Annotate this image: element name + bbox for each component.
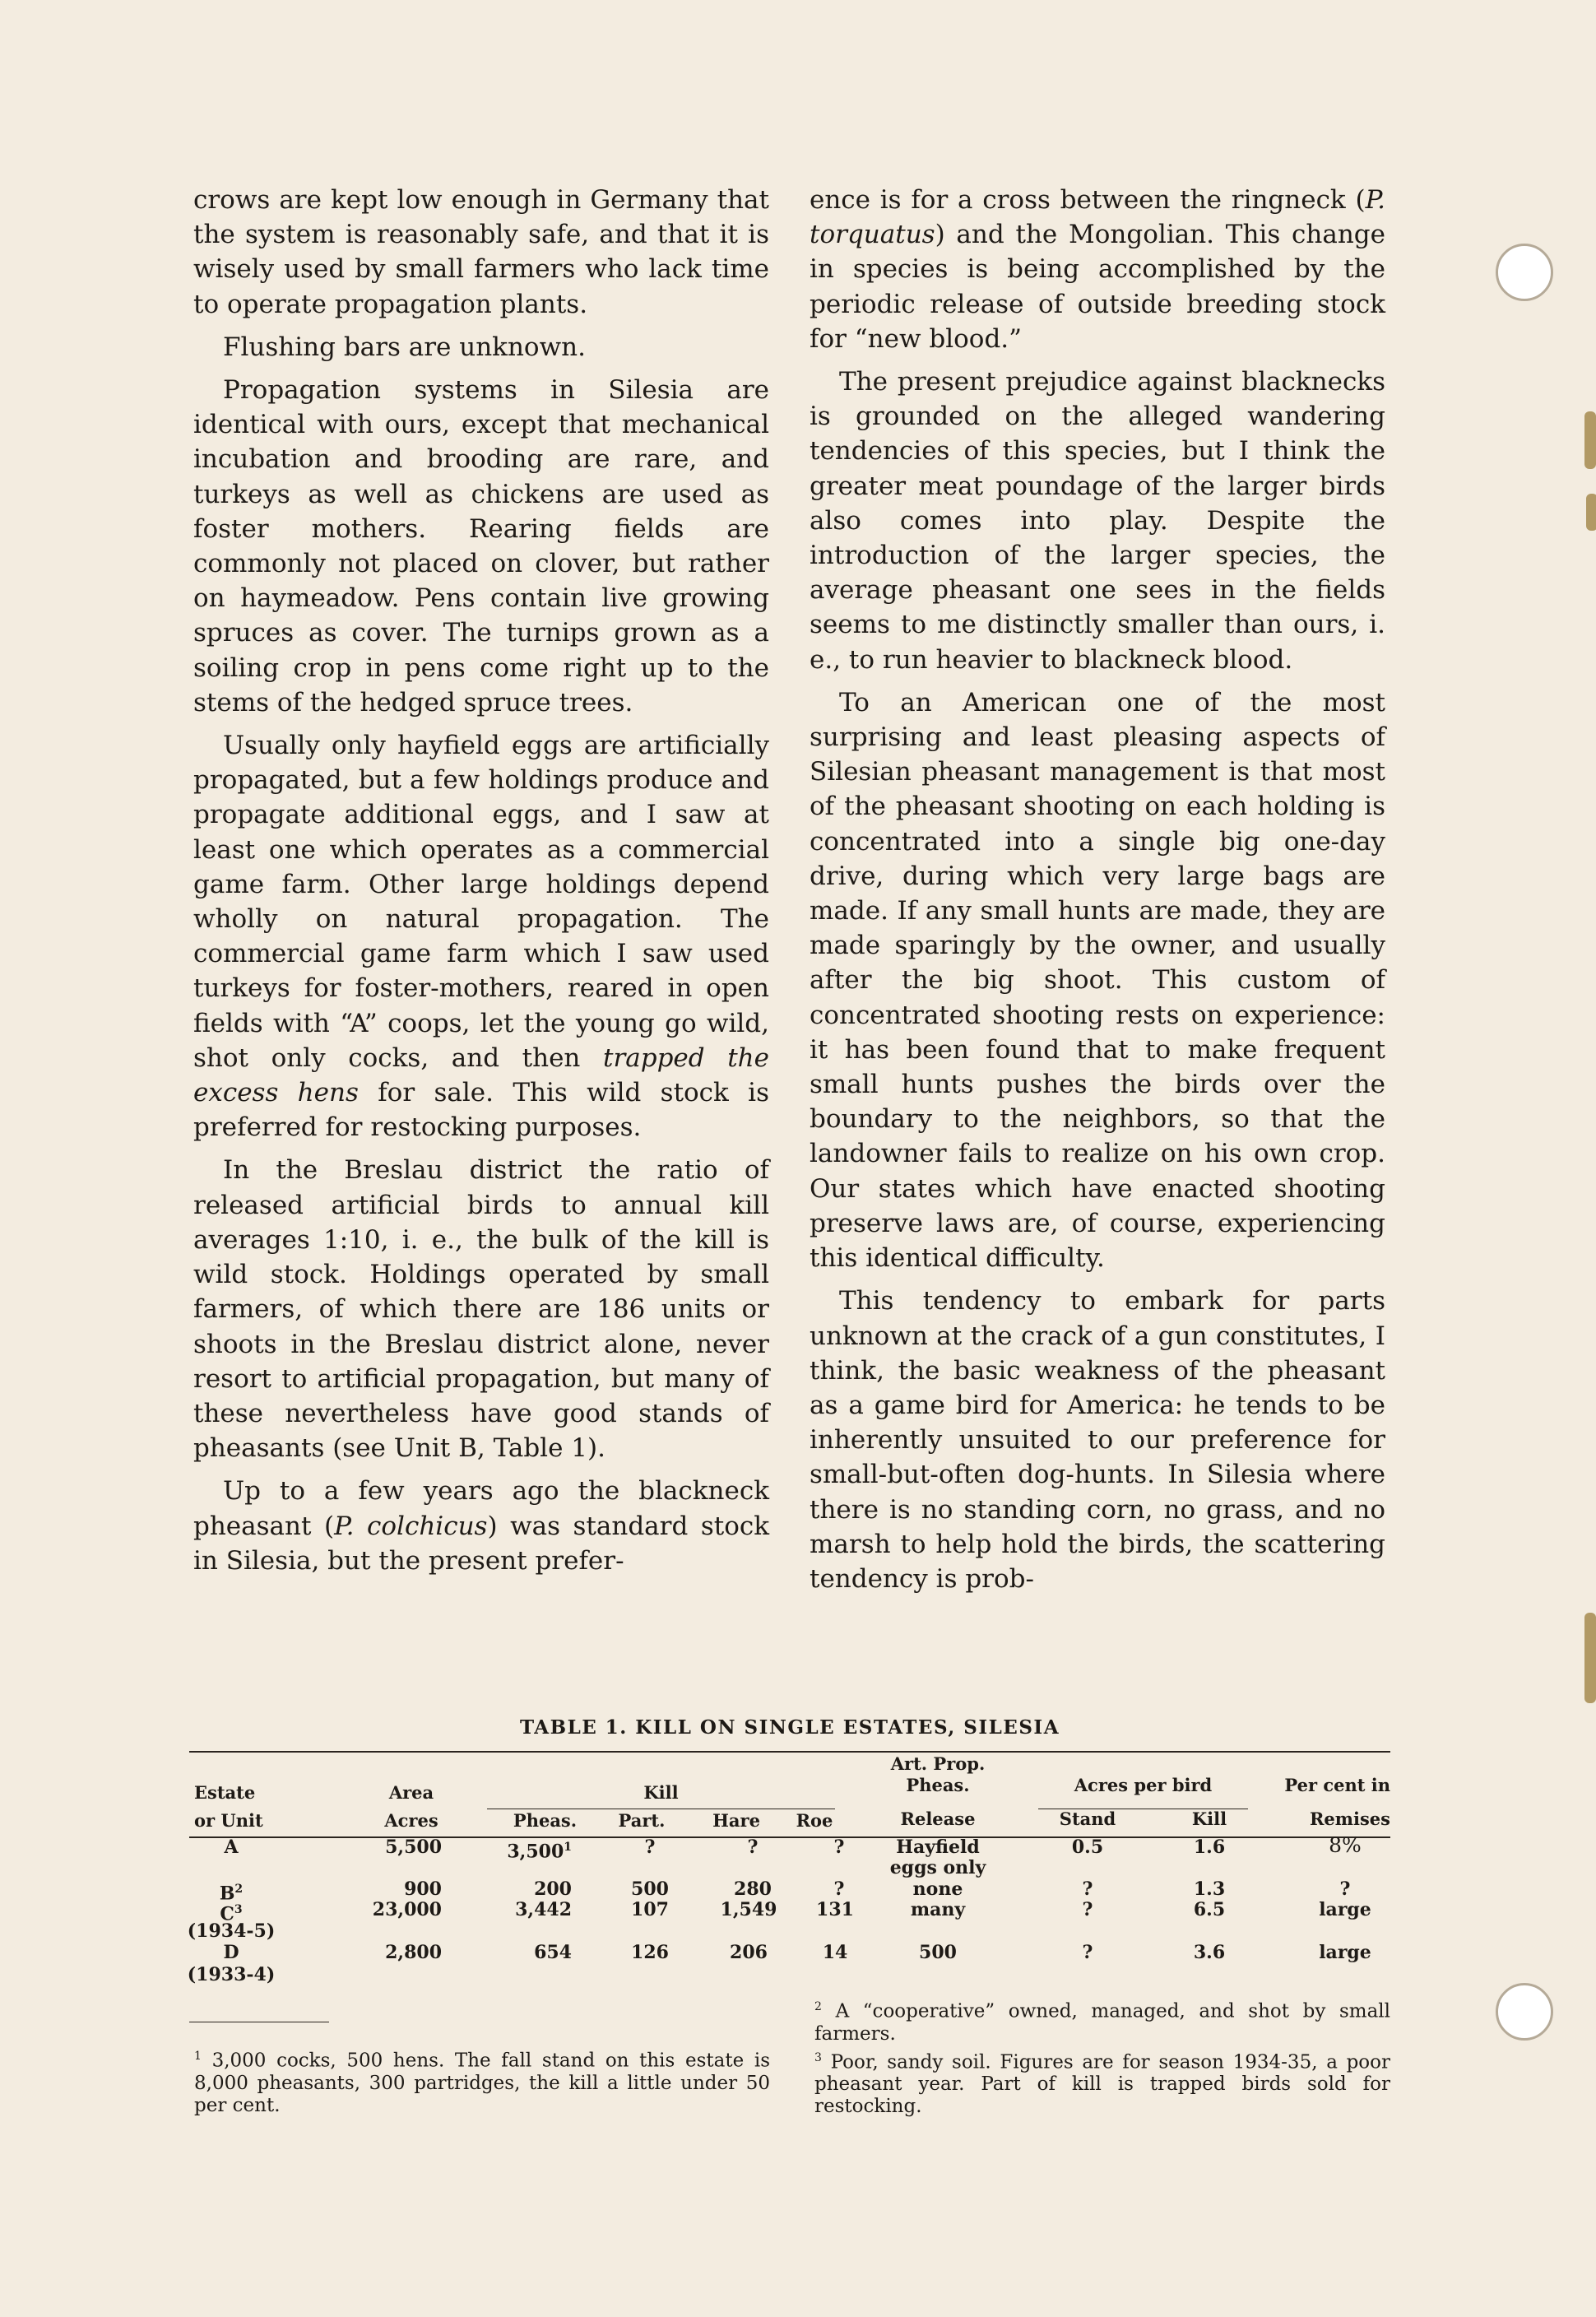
cell-value: B (219, 1883, 235, 1905)
text-run: Usually only hayfield eggs are artificially propagated, but a few holdings produce and propagate additional eggs, and I saw at least one which operates as a commercial game farm. Other large holdings depend wholly on natural propagation. The commercial game farm which I saw used turkeys for foster-mothers, reared in open fields with “A” coops, let the young go wild, shot only cocks, and then (193, 731, 769, 1073)
edge-stain (1584, 1613, 1596, 1703)
header-hare: Hare (712, 1810, 760, 1831)
header-art-pheas: Pheas. (906, 1775, 970, 1795)
cell-release: many (910, 1899, 966, 1920)
text-run: ) and the Mongolian. This change in species is being accomplished by the periodic release of outside breeding stock for “new blood.” (810, 220, 1385, 354)
cell-part: 126 (631, 1942, 669, 1963)
header-area: Area (388, 1782, 434, 1803)
footnote-1 (194, 2045, 770, 2119)
italic-text: P. torquatus (810, 185, 1385, 250)
edge-stain (1584, 411, 1596, 469)
footnote-body: A “cooperative” owned, managed, and shot by small farmers. (814, 2000, 1391, 2045)
cell-roe: 131 (816, 1899, 854, 1920)
cell-estate: A (224, 1836, 239, 1858)
binder-hole-top (1496, 244, 1553, 301)
cell-stand: ? (1082, 1878, 1093, 1900)
footnote-body: Poor, sandy soil. Figures are for season 1934-35, a poor pheasant year. Part of kill is trapped birds sold for restocking. (814, 2051, 1390, 2118)
cell-kill: 1.3 (1193, 1878, 1226, 1900)
cell-estate-period: (1933-4) (187, 1964, 276, 1985)
paragraph (193, 1474, 769, 1578)
header-release: Release (900, 1809, 976, 1829)
italic-text: P. colchicus (334, 1511, 488, 1541)
header-pheas: Pheas. (513, 1810, 578, 1831)
cell-part: 500 (631, 1878, 669, 1900)
cell-release: none (912, 1878, 963, 1900)
header-kill: Kill (643, 1782, 679, 1803)
footnote-body: 3,000 cocks, 500 hens. The fall stand on this estate is 8,000 pheasants, 300 partridges, the kill a little under 50 per cent. (194, 2050, 771, 2116)
footnote-mark: 2 (814, 2000, 822, 2013)
paragraph: To an American one of the most surprising and least pleasing aspects of Silesian pheasant management is that most of the pheasant shooting on each holding is concentrated into a single big one-day drive, during which very large bags are made. If any small hunts are made, they are made sparingly by the owner, and usually after the big shoot. This custom of concentrated shooting rests on experience: it has been found that to make frequent small hunts pushes the birds over the boundary to the neighbors, so that the landowner fails to realize on his own crop. Our states which have enacted shooting preserve laws are, of course, experiencing this identical difficulty. (810, 687, 1385, 1274)
paragraph: This tendency to embark for parts unknown at the crack of a gun constitutes, I think, the basic weakness of the pheasant as a game bird for America: he tends to be inherently unsuited to our preference for small-but-often dog-hunts. In Silesia where there is no standing corn, no grass, and no marsh to help hold the birds, the scattering tendency is prob- (810, 1286, 1385, 1594)
footnotes-right (814, 1996, 1390, 2120)
paragraph (810, 183, 1385, 356)
cell-remises: 8% (1329, 1833, 1362, 1857)
header-part: Part. (618, 1810, 666, 1831)
header-stand: Stand (1059, 1809, 1116, 1829)
cell-remises: large (1319, 1942, 1371, 1963)
header-remises: Remises (1309, 1809, 1390, 1829)
cell-roe: ? (833, 1878, 845, 1900)
footnote-mark: 1 (564, 1841, 572, 1854)
text-run: for sale. This wild stock is preferred for restocking purposes. (193, 1078, 769, 1143)
cell-roe: 14 (822, 1942, 848, 1963)
cell-area: 5,500 (385, 1836, 442, 1858)
cell-roe: ? (833, 1836, 845, 1858)
cell-remises: large (1319, 1899, 1371, 1920)
cell-area: 23,000 (372, 1899, 442, 1920)
header-roe: Roe (796, 1810, 833, 1831)
binder-hole-bottom (1496, 1983, 1553, 2041)
cell-hare: 1,549 (720, 1899, 777, 1920)
footnote-text (194, 2045, 770, 2117)
cell-estate: D (223, 1942, 239, 1963)
cell-area: 900 (404, 1878, 442, 1900)
paragraph: The present prejudice against blacknecks is grounded on the alleged wandering tendencies of this species, but I think the greater meat poundage of the larger birds also comes into play. Despite the introduction of the larger species, the average pheasant one sees in the fields seems to me distinctly smaller than ours, i. e., to run heavier to blackneck blood. (810, 367, 1385, 675)
cell-area: 2,800 (385, 1942, 442, 1963)
paragraph: Flushing bars are unknown. (223, 332, 586, 362)
cell-value: C (220, 1903, 234, 1925)
text-run: ) was standard stock in Silesia, but the present prefer- (193, 1511, 770, 1576)
header-acres: Acres (384, 1810, 438, 1831)
footnote-mark: 1 (194, 2050, 202, 2063)
header-art-prop: Art. Prop. (890, 1753, 986, 1774)
cell-remises: ? (1339, 1878, 1351, 1900)
paragraph (193, 728, 769, 1145)
cell-estate-period: (1934-5) (187, 1920, 276, 1942)
cell-stand: ? (1082, 1942, 1093, 1963)
cell-part: 107 (631, 1899, 669, 1920)
right-column (810, 183, 1385, 1604)
italic-text: trapped the excess hens (193, 1042, 769, 1108)
table-top-rule (189, 1751, 1390, 1753)
left-column (193, 183, 769, 1586)
footnote-mark: 2 (234, 1883, 244, 1896)
header-or-unit: or Unit (194, 1810, 263, 1831)
cell-stand: ? (1082, 1899, 1093, 1920)
cell-release: 500 (919, 1942, 957, 1963)
cell-kill: 6.5 (1193, 1899, 1226, 1920)
header-acres-per-bird: Acres per bird (1074, 1775, 1213, 1795)
header-acres-kill: Kill (1191, 1809, 1227, 1829)
paragraph: Propagation systems in Silesia are identical with ours, except that mechanical incubation and brooding are rare, and turkeys as well as chickens are used as foster mothers. Rearing fields are commonly not placed on clover, but rather on haymeadow. Pens contain live growing spruces as cover. The turnips grown as a soiling crop in pens come right up to the stems of the hedged spruce trees. (193, 375, 769, 717)
text-run: ence is for a cross between the ringneck ( (810, 185, 1366, 215)
cell-release: Hayfield (896, 1836, 980, 1858)
cell-stand: 0.5 (1071, 1836, 1104, 1858)
footnote-mark: 3 (814, 2050, 822, 2064)
header-per-cent: Per cent in (1284, 1775, 1390, 1795)
text-run: Up to a few years ago the blackneck pheasant ( (193, 1476, 769, 1541)
footnote-2 (814, 1996, 1390, 2045)
footnote-mark: 3 (234, 1903, 243, 1916)
cell-kill: 3.6 (1193, 1942, 1226, 1963)
cell-value: 3,500 (507, 1841, 564, 1863)
cell-pheas (485, 1836, 572, 1862)
paragraph: crows are kept low enough in Germany that the system is reasonably safe, and that it is wisely used by small farmers who lack time to operate propagation plants. (193, 185, 769, 319)
cell-hare: 206 (730, 1942, 768, 1963)
cell-pheas: 200 (534, 1878, 572, 1900)
cell-release-line2: eggs only (889, 1857, 986, 1878)
table-title: TABLE 1. KILL ON SINGLE ESTATES, SILESIA (519, 1716, 1060, 1739)
cell-part: ? (644, 1836, 656, 1858)
paragraph: In the Breslau district the ratio of released artificial birds to annual kill averages 1:10, i. e., the bulk of the kill is wild stock. Holdings operated by small farmers, of which there are 186 units or shoots in the Breslau district alone, never resort to artificial propagation, but many of these nevertheless have good stands of pheasants (see Unit B, Table 1). (193, 1155, 769, 1464)
cell-kill: 1.6 (1193, 1836, 1226, 1858)
edge-stain (1586, 494, 1596, 531)
footnote-3 (814, 2047, 1390, 2119)
cell-pheas: 654 (534, 1942, 572, 1963)
cell-pheas: 3,442 (515, 1899, 572, 1920)
cell-hare: 280 (734, 1878, 772, 1900)
header-estate: Estate (194, 1782, 256, 1803)
cell-hare: ? (747, 1836, 759, 1858)
